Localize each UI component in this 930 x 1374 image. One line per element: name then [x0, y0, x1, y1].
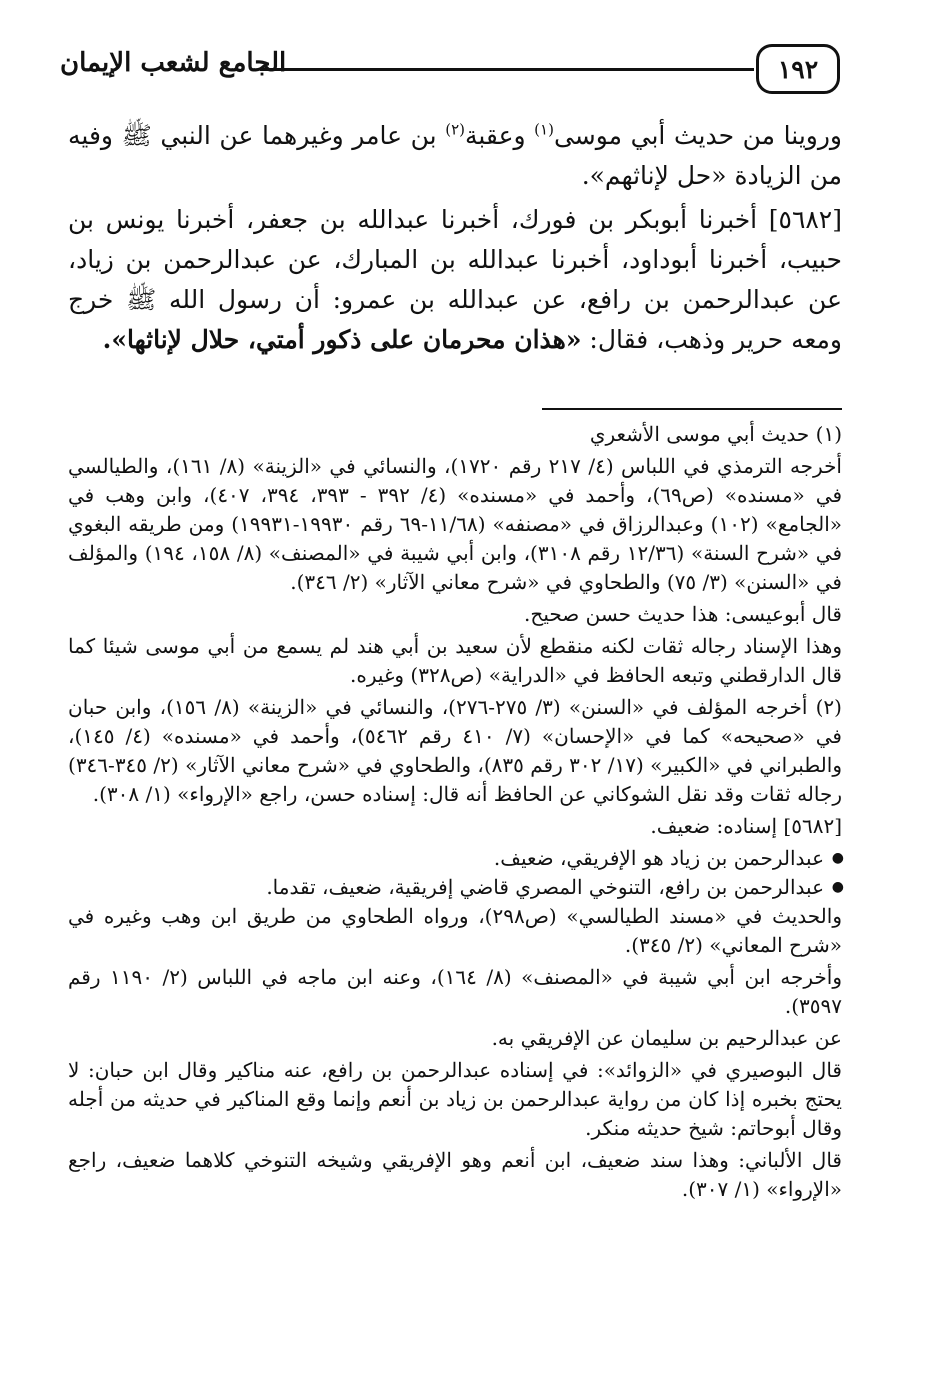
- hadith-matn: «هذان محرمان على ذكور أمتي، حلال لإناثها».: [102, 325, 582, 354]
- narrator-list: [68, 844, 842, 902]
- ibn-abi-shayba-note: وأخرجه ابن أبي شيبة في «المصنف» (٨/ ١٦٤)، وعنه ابن ماجه في اللباس (٢/ ١١٩٠ رقم ٣٥٩٧).: [68, 965, 842, 1018]
- hadith-paragraph: [68, 200, 842, 360]
- intro-text-c: بن عامر وغيرهما عن النبي ﷺ وفيه من الزيادة «حل لإناثهم».: [68, 121, 842, 190]
- hadith-isnad: [٥٦٨٢] أخبرنا أبوبكر بن فورك، أخبرنا عبدالله بن جعفر، أخبرنا يونس بن حبيب، أخبرنا أبوداود، أخبرنا عبدالله بن المبارك، عن عبدالرحمن بن زياد، عن عبدالرحمن بن رافع، عن عبدالله بن عمرو: أن رسول الله ﷺ خرج ومعه حرير وذهب، فقال:: [68, 205, 842, 354]
- footnotes: [68, 420, 842, 1207]
- footnote-1-title: (١) حديث أبي موسى الأشعري: [589, 422, 842, 446]
- busiri-note: قال البوصيري في «الزوائد»: في إسناده عبدالرحمن بن رافع، عنه مناكير وقال ابن حبان: لا يحتج بخبره إذا كان من رواية عبدالرحمن بن زياد بن أنعم وإنما وقع المناكير في حديثه من أجله وقال أبوحاتم: شيخ حديثه منكر.: [68, 1058, 842, 1140]
- intro-paragraph: [68, 116, 842, 196]
- book-title: الجامع لشعب الإيمان: [60, 48, 287, 78]
- list-item: ● عبدالرحمن بن رافع، التنوخي المصري قاضي إفريقية، ضعيف، تقدما.: [68, 873, 824, 902]
- intro-text-a: وروينا من حديث أبي موسى: [553, 121, 842, 150]
- page-header: [60, 38, 840, 94]
- footnote-1-tirmidhi: قال أبوعيسى: هذا حديث حسن صحيح.: [524, 602, 842, 626]
- footnote-ref-1: (١): [534, 120, 554, 139]
- main-text: [68, 116, 842, 364]
- footnote-divider: [542, 408, 842, 410]
- list-item: ● عبدالرحمن بن زياد هو الإفريقي، ضعيف.: [68, 844, 824, 873]
- albani-note: قال الألباني: وهذا سند ضعيف، ابن أنعم وهو الإفريقي وشيخه التنوخي كلاهما ضعيف، راجع «الإرواء» (١/ ٣٠٧).: [68, 1148, 842, 1201]
- header-rule: [260, 68, 754, 71]
- grading-line: [٥٦٨٢] إسناده: ضعيف.: [650, 814, 842, 838]
- footnote-ref-2: (٢): [445, 120, 465, 139]
- abd-rahim-note: عن عبدالرحيم بن سليمان عن الإفريقي به.: [491, 1026, 842, 1050]
- footnote-1-body: أخرجه الترمذي في اللباس (٤/ ٢١٧ رقم ١٧٢٠)، والنسائي في «الزينة» (٨/ ١٦١)، والطيالسي في «مسنده» (ص٦٩)، وأحمد في «مسنده» (٤/ ٣٩٢ - ٣٩٣، ٣٩٤، ٤٠٧)، وابن وهب في «الجامع» (١٠٢) وعبدالرزاق في «مصنفه» (١١/٦٨-٦٩ رقم ١٩٩٣٠-١٩٩٣١) ومن طريقه البغوي في «شرح السنة» (١٢/٣٦ رقم ٣١٠٨)، وابن أبي شيبة في «المصنف» (٨/ ١٥٨، ١٩٤) والمؤلف في «السنن» (٣/ ٧٥) والطحاوي في «شرح معاني الآثار» (٢/ ٣٤٦).: [68, 454, 843, 594]
- footnote-2: (٢) أخرجه المؤلف في «السنن» (٣/ ٢٧٥-٢٧٦)، والنسائي في «الزينة» (٨/ ١٥٦)، وابن حبان في «صحيحه» كما في «الإحسان» (٧/ ٤١٠ رقم ٥٤٦٢)، وأحمد في «مسنده» (٤/ ١٤٥)، والطبراني في «الكبير» (١٧/ ٣٠٢ رقم ٨٣٥)، والطحاوي في «شرح معاني الآثار» (٢/ ٣٤٥-٣٤٦) رجاله ثقات وقد نقل الشوكاني عن الحافظ أنه قال: إسناده حسن، راجع «الإرواء» (١/ ٣٠٨).: [68, 695, 842, 806]
- intro-text-b: وعقبة: [464, 121, 535, 150]
- tayalisi-note: والحديث في «مسند الطيالسي» (ص٢٩٨)، ورواه الطحاوي من طريق ابن وهب وغيره في «شرح المعاني» (٢/ ٣٤٥).: [68, 904, 842, 957]
- footnote-1-note: وهذا الإسناد رجاله ثقات لكنه منقطع لأن سعيد بن أبي هند لم يسمع من أبي موسى شيئا كما قال الدارقطني وتبعه الحافظ في «الدراية» (ص٣٢٨) وغيره.: [68, 634, 842, 687]
- page-number: ١٩٢: [756, 44, 840, 94]
